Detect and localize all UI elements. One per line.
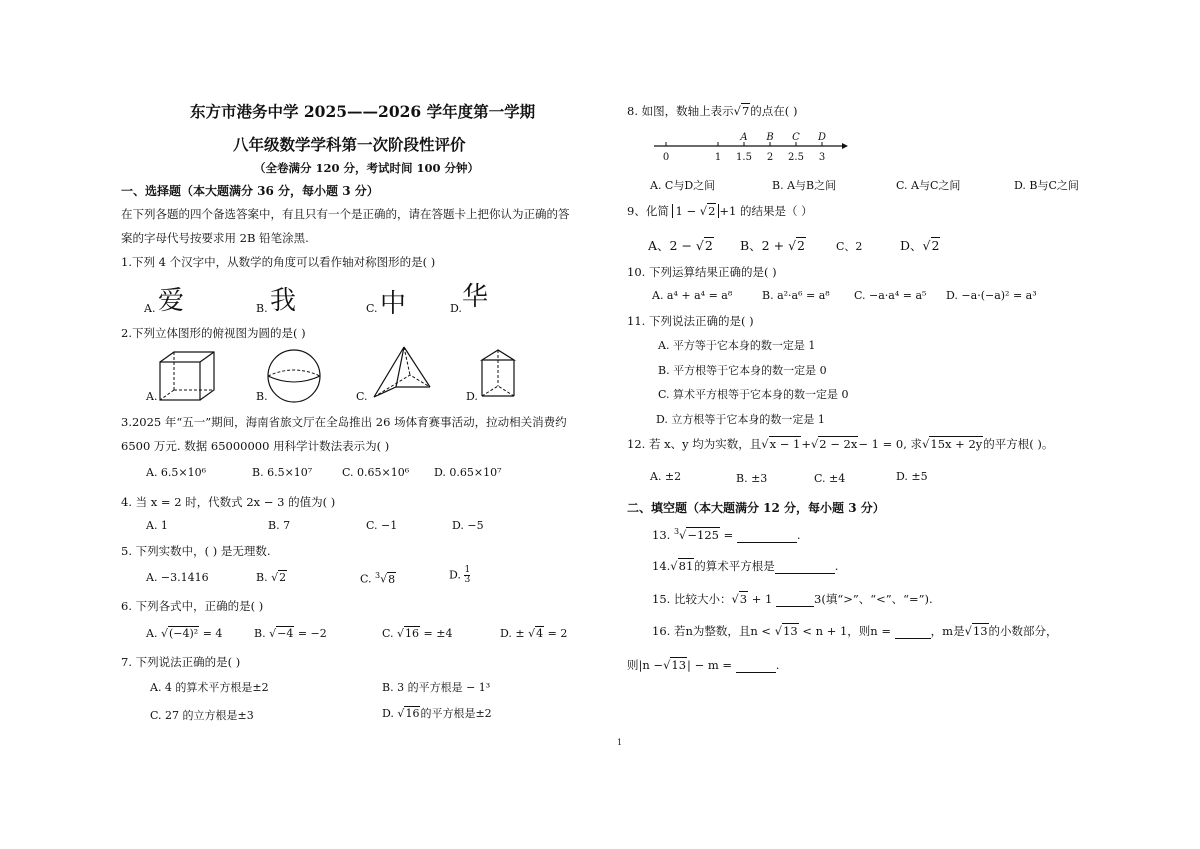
q16-text-g: . [775,658,780,672]
q9-stem [627,203,813,219]
q4-option-b: B. 7 [268,519,291,532]
q12-option-d: D. ±5 [896,470,928,483]
q1-option-c-char: 中 [380,289,407,319]
q14-text: 的算术平方根是 [694,559,775,573]
q5-option-d-den: 3 [464,575,471,585]
q11-option-b: B. 平方根等于它本身的数一定是 0 [658,364,827,377]
q5-option-d-label: D. [449,568,461,582]
q16-text-c: ，m是 [930,624,965,638]
q12-option-c: C. ±4 [814,472,846,485]
q16-text-b: < n + 1，则n = [802,624,892,638]
q5-option-c-radicand: 8 [388,572,396,586]
q8-option-c: C. A与C之间 [896,179,961,192]
q6-stem: 6. 下列各式中，正确的是( ) [121,599,264,613]
q12-radicand-1: x − 1 [769,437,801,451]
q6-option-c-label: C. [382,627,394,640]
q9-option-b-text: B、2 + [740,238,789,253]
q8-axis-label-3: 3 [818,152,826,163]
q10-option-b: B. a²·a⁶ = a⁸ [762,289,830,302]
q8-point-label-D: D [817,132,827,143]
exam-subtitle: 八年级数学学科第一次阶段性评价 [233,135,466,154]
q9-stem-text-2: +1 的结果是（ ） [719,204,813,218]
q1-option-a-label: A. [144,302,156,315]
q6-option-c-radicand: 16 [405,627,420,640]
q16-line1: 16. 若n为整数，且n < √13 < n + 1，则n = ，m是√13的小数部分， [652,624,1058,638]
q15-radicand: 3 [739,592,748,606]
q8-stem-radicand: 7 [741,104,750,118]
q6-option-b-radicand: −4 [277,627,294,640]
q8-point-label-B: B [766,132,774,143]
q6-option-d: D. ± √4 = 2 [500,627,568,640]
q9-option-b-radicand: 2 [797,238,805,253]
q7-option-b: B. 3 的平方根是 − 1³ [382,681,491,694]
q10-option-a: A. a⁴ + a⁴ = a⁸ [652,289,733,302]
q6-option-d-radicand: 4 [536,627,544,640]
q1-option-b-char: 我 [270,286,297,316]
q9-stem-text: 9、化简 [627,204,669,218]
q16-text-f: | − m = [687,658,733,672]
q12-stem-text-3: 的平方根( )。 [983,437,1054,451]
q13: 13. $^3$√−125 = . [652,527,801,542]
section2-heading: 二、填空题（本大题满分 12 分，每小题 3 分） [627,501,885,515]
q2-stem: 2.下列立体图形的俯视图为圆的是( ) [121,326,306,340]
q6-option-b-result: = −2 [297,627,327,640]
q11-option-a: A. 平方等于它本身的数一定是 1 [658,339,816,352]
q2-label-c: C. [356,390,368,403]
q8-stem-text: 8. 如图，数轴上表示 [627,104,734,118]
q14-radicand: 81 [678,559,694,573]
q2-sphere-figure [266,348,322,404]
q8-point-label-C: C [792,132,800,143]
q1-option-b-label: B. [256,302,268,315]
q5-option-c-index: 3 [375,571,381,580]
q2-pyramid-figure [370,345,434,401]
q6-option-a-label: A. [146,627,158,640]
q8-option-b: B. A与B之间 [772,179,837,192]
q8-stem-text-2: 的点在( ) [750,104,798,118]
q12-stem: 12. 若 x、y 均为实数，且√x − 1+√2 − 2x− 1 = 0, 求√15x + 2y的平方根( )。 [627,437,1054,451]
q3-line1: 3.2025 年“五一”期间，海南省旅文厅在全岛推出 26 场体育赛事活动，拉动相关消费约 [121,415,567,429]
q8-axis-label-1.5: 1.5 [736,152,752,163]
q3-line2: 6500 万元. 数据 65000000 用科学计数法表示为( ) [121,439,390,453]
q6-option-a-result: = 4 [202,627,223,640]
q8-axis-label-0: 0 [662,152,670,163]
q6-option-c: C. √16 = ±4 [382,627,453,640]
q5-option-d-num: 1 [464,565,471,575]
q15-text-2: 3(填“>”、“<”、“=”). [814,592,933,606]
q13-radicand: −125 [687,527,719,542]
q15-answer-blank[interactable] [776,592,814,607]
q7-option-d: D. √16的平方根是±2 [382,707,492,720]
q8-option-d: D. B与C之间 [1014,179,1079,192]
q8-stem: 8. 如图，数轴上表示√7的点在( ) [627,104,798,118]
q6-option-c-result: = ±4 [423,627,453,640]
q7-stem: 7. 下列说法正确的是( ) [121,655,241,669]
q2-label-d: D. [466,390,478,403]
q7-option-d-text: 的平方根是±2 [420,707,492,720]
page-number: 1 [617,738,623,747]
q16-line2: 则|n −√13| − m = . [627,658,780,672]
q15-text: 15. 比较大小： [652,592,732,606]
q15: 15. 比较大小：√3 + 1 3(填“>”、“<”、“=”). [652,592,933,606]
q16-text-e: 则|n − [627,658,664,672]
q6-option-a: A. √(−4)² = 4 [146,627,223,640]
q8-axis-label-2.5: 2.5 [788,152,804,163]
q6-option-a-radicand: (−4)² [168,627,199,640]
q10-option-c: C. −a·a⁴ = a⁵ [854,289,927,302]
section1-heading: 一、选择题（本大题满分 36 分，每小题 3 分） [121,184,379,198]
q1-stem: 1.下列 4 个汉字中，从数学的角度可以看作轴对称图形的是( ) [121,255,436,269]
q6-option-b: B. √−4 = −2 [254,627,327,640]
q9-option-d-text: D、 [900,238,923,253]
q5-option-c: C. $^3$√8 [360,571,396,586]
q9-radicand: 2 [708,204,716,218]
q8-axis-label-2: 2 [766,152,774,163]
q16-n-blank[interactable] [895,624,931,639]
q12-radicand-2: 2 − 2x [819,437,858,451]
q9-abs-expression: 1 − √2 [672,204,719,218]
q14-answer-blank[interactable] [775,559,835,574]
q13-equals: = [723,527,734,542]
q13-number: 13. [652,527,671,542]
q8-option-a: A. C与D之间 [650,179,716,192]
q2-cube-figure [158,350,218,402]
q16-radicand-2: 13 [972,624,988,638]
q11-option-c: C. 算术平方根等于它本身的数一定是 0 [658,388,849,401]
q9-option-a: A、2 − √2 [648,238,713,253]
q3-option-c: C. 0.65×10⁶ [342,466,410,479]
q7-option-c: C. 27 的立方根是±3 [150,709,254,722]
q9-option-c: C、2 [836,240,863,253]
q16-radicand-3: 13 [671,658,687,672]
q5-option-b: B. √2 [256,571,287,584]
q5-stem: 5. 下列实数中，( ) 是无理数. [121,544,271,558]
q3-option-d: D. 0.65×10⁷ [434,466,502,479]
q14-number: 14. [652,559,671,573]
q9-option-d-radicand: 2 [931,238,940,253]
q12-radicand-3: 15x + 2y [930,437,983,451]
q2-label-a: A. [146,390,158,403]
q2-prism-figure [478,348,518,402]
q11-stem: 11. 下列说法正确的是( ) [627,314,754,328]
q13-index: 3 [673,527,680,536]
q9-abs-text: 1 − [675,204,700,218]
q5-option-d [449,566,470,585]
q4-option-a: A. 1 [146,519,168,532]
q3-option-a: A. 6.5×10⁶ [146,466,207,479]
q5-option-a: A. −3.1416 [146,571,209,584]
q12-option-b: B. ±3 [736,472,768,485]
q12-stem-text: 12. 若 x、y 均为实数，且 [627,437,762,451]
q5-option-b-radicand: 2 [279,571,287,584]
q7-option-d-label: D. [382,707,394,720]
q16-text-d: 的小数部分， [988,624,1058,638]
q12-plus: + [801,437,811,451]
q8-point-label-A: A [740,132,748,143]
q4-option-c: C. −1 [366,519,398,532]
q9-option-d: D、√2 [900,238,940,253]
q13-answer-blank[interactable] [737,528,797,543]
q6-option-b-label: B. [254,627,266,640]
q1-option-d-char: 华 [462,282,489,312]
section1-instructions-2: 案的字母代号按要求用 2B 铅笔涂黑. [121,231,309,245]
q16-radicand-1: 13 [783,624,798,638]
exam-note: （全卷满分 120 分，考试时间 100 分钟） [254,161,480,175]
q12-option-a: A. ±2 [650,470,682,483]
q9-option-b: B、2 + √2 [740,238,805,253]
q16-text-a: 16. 若n为整数，且n < [652,624,772,638]
q1-option-c-label: C. [366,302,378,315]
q16-expr-blank[interactable] [736,658,776,673]
q3-option-b: B. 6.5×10⁷ [252,466,313,479]
q8-number-line [650,130,850,164]
q15-mid: + 1 [751,592,773,606]
q7-option-d-radicand: 16 [405,707,420,720]
q7-option-a: A. 4 的算术平方根是±2 [150,681,269,694]
q6-option-d-label: D. ± [500,627,525,640]
q8-axis-label-1: 1 [714,152,722,163]
q10-stem: 10. 下列运算结果正确的是( ) [627,265,777,279]
q9-option-a-radicand: 2 [704,238,713,253]
q12-stem-text-2: − 1 = 0, 求 [858,437,923,451]
q4-option-d: D. −5 [452,519,484,532]
q4-stem: 4. 当 x = 2 时，代数式 2x − 3 的值为( ) [121,495,336,509]
q1-option-a-char: 爱 [158,286,185,316]
q14: 14.√81的算术平方根是 . [652,559,839,573]
exam-title: 东方市港务中学 2025——2026 学年度第一学期 [190,102,536,121]
q5-option-c-label: C. [360,572,372,586]
q10-option-d: D. −a·(−a)² = a³ [946,289,1037,302]
q9-option-a-text: A、2 − [648,238,696,253]
q11-option-d: D. 立方根等于它本身的数一定是 1 [656,413,825,426]
q2-label-b: B. [256,390,268,403]
section1-instructions-1: 在下列各题的四个备选答案中，有且只有一个是正确的，请在答题卡上把你认为正确的答 [121,207,570,221]
q5-option-b-label: B. [256,571,268,584]
q1-option-d-label: D. [450,302,462,315]
q6-option-d-result: = 2 [547,627,568,640]
